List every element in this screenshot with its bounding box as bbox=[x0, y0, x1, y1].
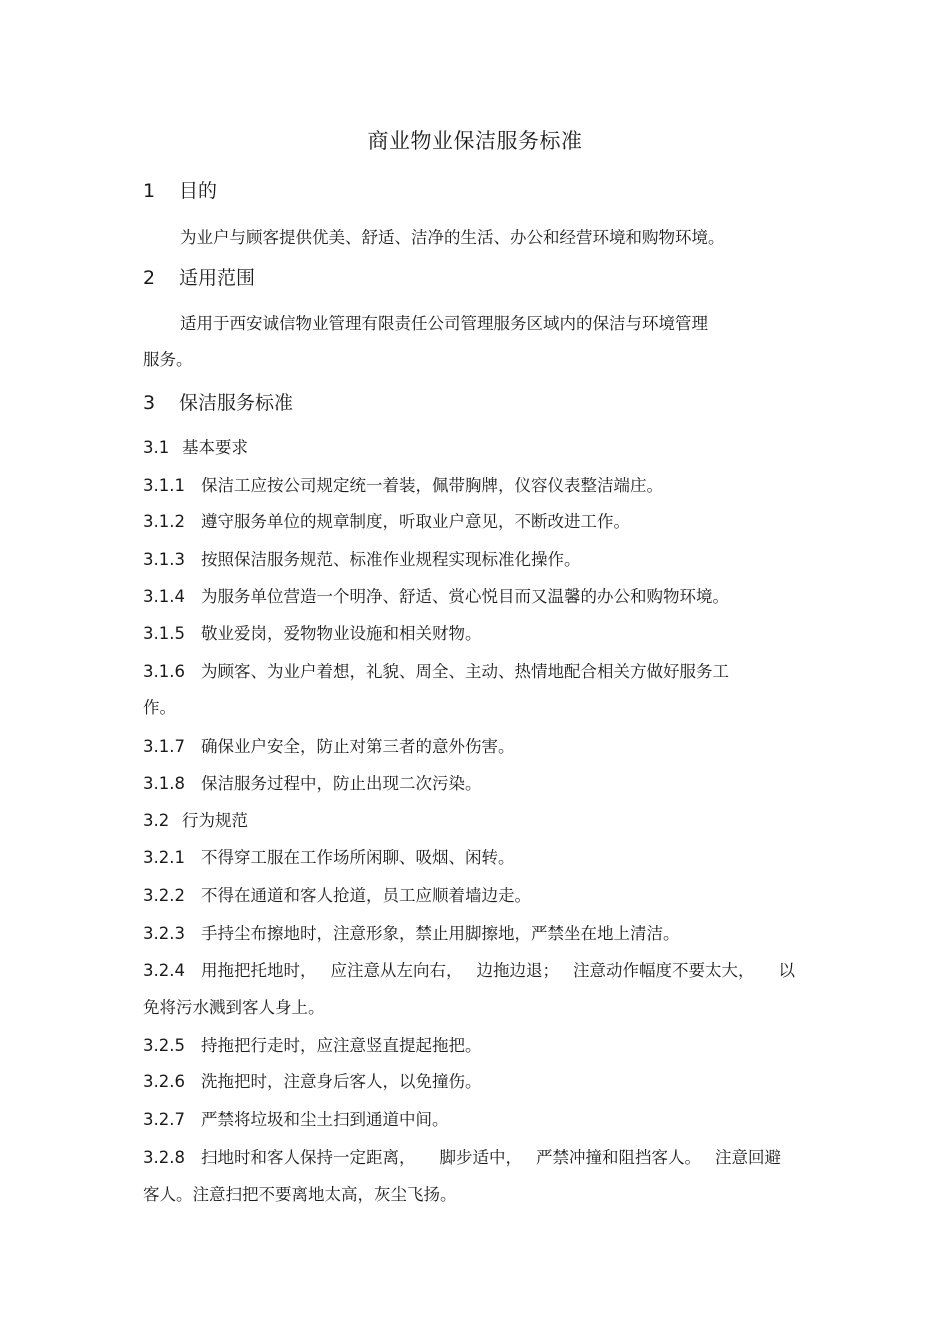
clause-3-1-8 bbox=[143, 772, 482, 796]
clause-3-1-4 bbox=[143, 585, 729, 609]
section-title: 目的 bbox=[179, 180, 218, 202]
clause-number: 3.1.4 bbox=[143, 587, 185, 606]
section-1-heading bbox=[143, 177, 217, 205]
clause-text: 确保业户安全，防止对第三者的意外伤害。 bbox=[201, 737, 515, 756]
clause-text: 为顾客、为业户着想，礼貌、周全、主动、热情地配合相关方做好服务工 bbox=[201, 662, 729, 681]
subsection-title: 行为规范 bbox=[182, 811, 248, 830]
clause-text: 持拖把行走时，应注意竖直提起拖把。 bbox=[201, 1036, 482, 1055]
subsection-title: 基本要求 bbox=[182, 438, 248, 457]
clause-3-2-7 bbox=[143, 1108, 449, 1132]
clause-number: 3.1.3 bbox=[143, 550, 185, 569]
subsection-number: 3.2 bbox=[143, 811, 170, 830]
clause-text-part: 用拖把托地时， bbox=[201, 961, 317, 980]
clause-number: 3.2.6 bbox=[143, 1072, 185, 1091]
clause-text: 洗拖把时，注意身后客人，以免撞伤。 bbox=[201, 1072, 482, 1091]
subsection-number: 3.1 bbox=[143, 438, 170, 457]
clause-text: 保洁工应按公司规定统一着装，佩带胸牌，仪容仪表整洁端庄。 bbox=[201, 476, 663, 495]
clause-number: 3.2.2 bbox=[143, 886, 185, 905]
clause-text: 为服务单位营造一个明净、舒适、赏心悦目而又温馨的办公和购物环境。 bbox=[201, 587, 729, 606]
section-number: 1 bbox=[143, 180, 156, 202]
clause-3-2-4 bbox=[143, 959, 795, 983]
clause-text: 严禁将垃圾和尘土扫到通道中间。 bbox=[201, 1110, 449, 1129]
clause-text: 保洁服务过程中，防止出现二次污染。 bbox=[201, 774, 482, 793]
clause-number: 3.2.4 bbox=[143, 961, 185, 980]
clause-3-2-2 bbox=[143, 884, 531, 908]
clause-text-part: 应注意从左向右， bbox=[330, 961, 463, 980]
clause-number: 3.2.3 bbox=[143, 924, 185, 943]
subsection-3-1-heading bbox=[143, 436, 248, 460]
clause-text-part: 脚步适中， bbox=[439, 1148, 522, 1167]
section-title: 适用范围 bbox=[179, 267, 256, 289]
section-2-heading bbox=[143, 264, 255, 292]
clause-text-part: 注意回避 bbox=[715, 1148, 781, 1167]
clause-3-2-6 bbox=[143, 1070, 482, 1094]
clause-text-part: 严禁冲撞和阻挡客人。 bbox=[536, 1148, 701, 1167]
section-number: 3 bbox=[143, 392, 156, 414]
clause-3-2-4-continuation: 免将污水溅到客人身上。 bbox=[143, 998, 325, 1017]
clause-number: 3.1.7 bbox=[143, 737, 185, 756]
section-2-text-line2: 服务。 bbox=[143, 350, 193, 369]
clause-text-part: 注意动作幅度不要太大， bbox=[573, 961, 755, 980]
clause-3-2-8 bbox=[143, 1146, 781, 1170]
clause-number: 3.1.8 bbox=[143, 774, 185, 793]
clause-3-1-3 bbox=[143, 548, 581, 572]
clause-text: 手持尘布擦地时，注意形象，禁止用脚擦地，严禁坐在地上清洁。 bbox=[201, 924, 680, 943]
subsection-3-2-heading bbox=[143, 809, 248, 833]
clause-3-1-6 bbox=[143, 660, 729, 684]
clause-number: 3.1.2 bbox=[143, 512, 185, 531]
clause-text: 遵守服务单位的规章制度，听取业户意见，不断改进工作。 bbox=[201, 512, 630, 531]
clause-3-1-7 bbox=[143, 735, 515, 759]
section-title: 保洁服务标准 bbox=[179, 392, 294, 414]
clause-number: 3.1.5 bbox=[143, 624, 185, 643]
section-1-text: 为业户与顾客提供优美、舒适、洁净的生活、办公和经营环境和购物环境。 bbox=[180, 228, 725, 247]
clause-number: 3.2.5 bbox=[143, 1036, 185, 1055]
section-2-text-line1: 适用于西安诚信物业管理有限责任公司管理服务区域内的保洁与环境管理 bbox=[180, 314, 708, 333]
clause-3-1-1 bbox=[143, 474, 663, 498]
clause-3-1-5 bbox=[143, 622, 482, 646]
clause-text-part: 以 bbox=[778, 961, 795, 980]
clause-3-2-8-continuation: 客人。注意扫把不要离地太高，灰尘飞扬。 bbox=[143, 1185, 457, 1204]
clause-3-1-6-continuation: 作。 bbox=[143, 698, 176, 717]
clause-text-part: 扫地时和客人保持一定距离， bbox=[201, 1148, 416, 1167]
section-number: 2 bbox=[143, 267, 156, 289]
clause-text: 敬业爱岗，爱物物业设施和相关财物。 bbox=[201, 624, 482, 643]
clause-number: 3.2.7 bbox=[143, 1110, 185, 1129]
clause-text: 不得在通道和客人抢道，员工应顺着墙边走。 bbox=[201, 886, 531, 905]
document-title: 商业物业保洁服务标准 bbox=[367, 129, 583, 153]
clause-number: 3.1.6 bbox=[143, 662, 185, 681]
clause-3-2-3 bbox=[143, 922, 680, 946]
clause-number: 3.1.1 bbox=[143, 476, 185, 495]
clause-number: 3.2.8 bbox=[143, 1148, 185, 1167]
clause-3-2-5 bbox=[143, 1034, 482, 1058]
section-3-heading bbox=[143, 389, 293, 417]
clause-3-2-1 bbox=[143, 846, 515, 870]
clause-text: 按照保洁服务规范、标准作业规程实现标准化操作。 bbox=[201, 550, 581, 569]
clause-number: 3.2.1 bbox=[143, 848, 185, 867]
clause-text-part: 边拖边退； bbox=[476, 961, 559, 980]
clause-text: 不得穿工服在工作场所闲聊、吸烟、闲转。 bbox=[201, 848, 515, 867]
clause-3-1-2 bbox=[143, 510, 630, 534]
